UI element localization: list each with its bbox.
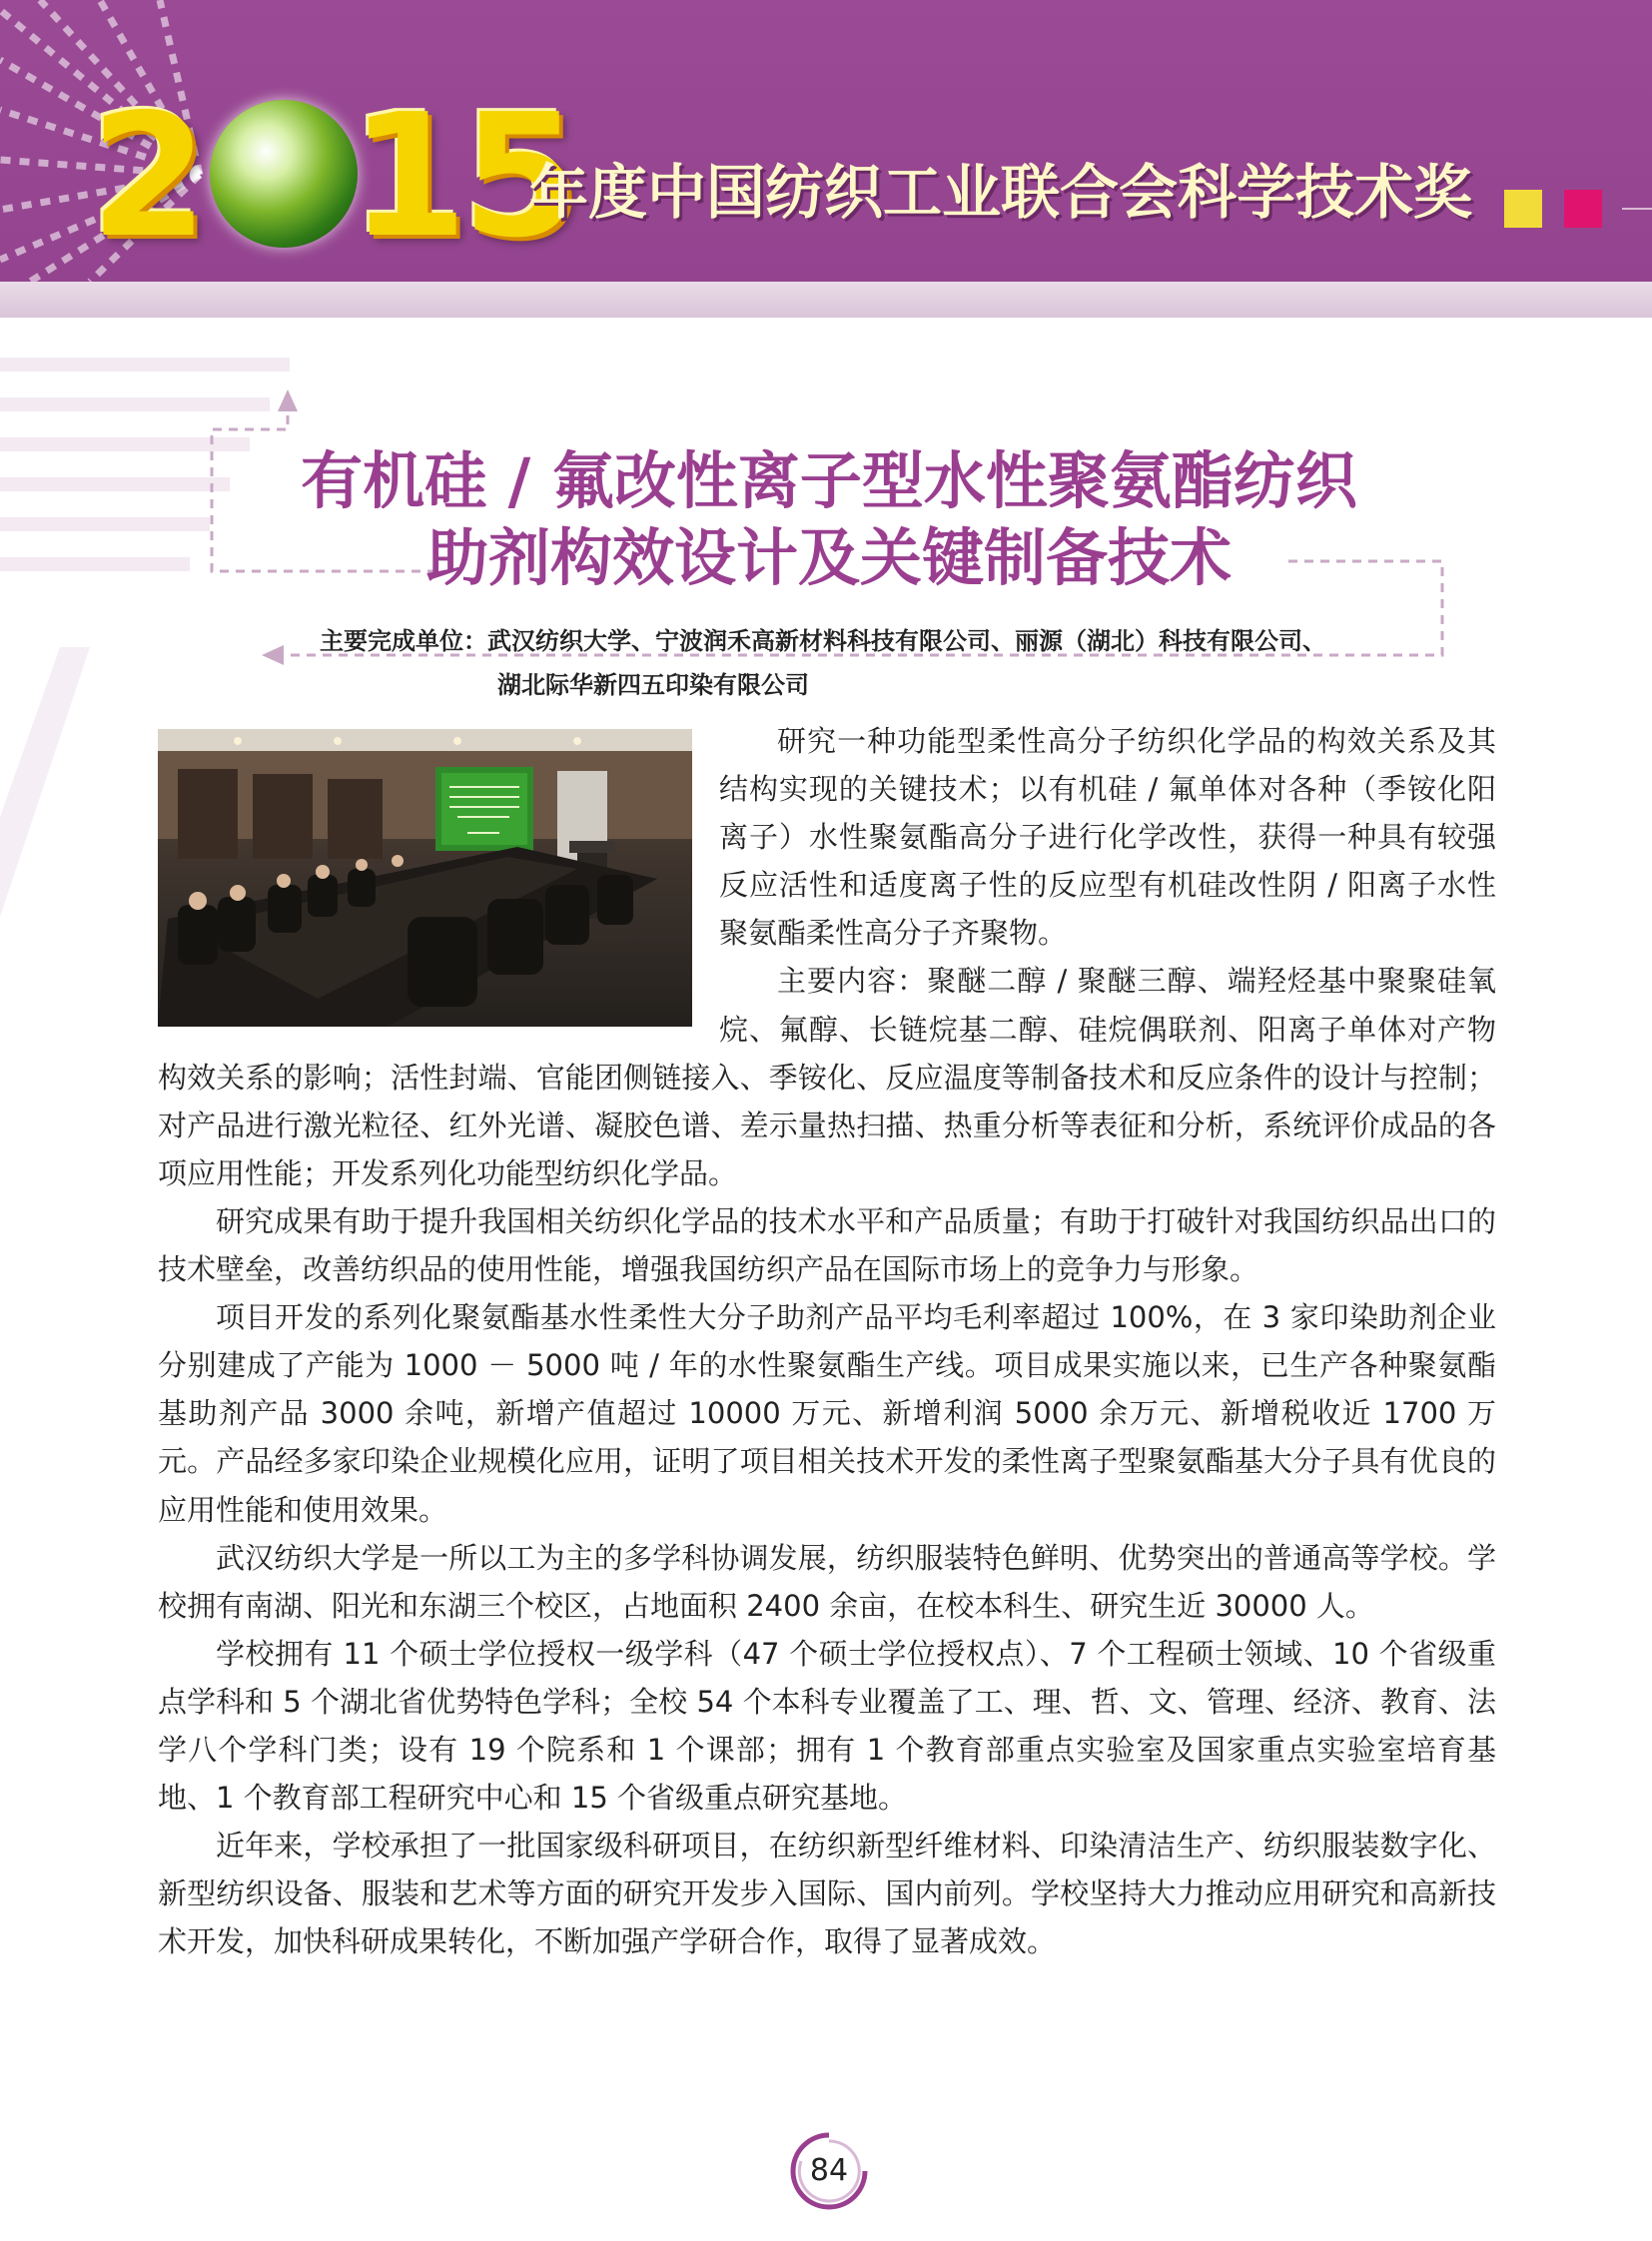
paragraph-1: 研究一种功能型柔性高分子纺织化学品的构效关系及其结构实现的关键技术；以有机硅 / 氟单体对各种（季铵化阳离子）水性聚氨酯高分子进行化学改性，获得一种具有较强反应活性和适度离子性的反应型有机硅改性阴 / 阳离子水性聚氨酯柔性高分子齐聚物。 xyxy=(719,724,1496,951)
article-title-line2: 助剂构效设计及关键制备技术 xyxy=(425,521,1232,594)
paragraph-7: 近年来，学校承担了一批国家级科研项目，在纺织新型纤维材料、印染清洁生产、纺织服装数字化、新型纺织设备、服装和艺术等方面的研究开发步入国际、国内前列。学校坚持大力推动应用研究和高新技术开发，加快科研成果转化，不断加强产学研合作，取得了显著成效。 xyxy=(158,1829,1496,1959)
divider-line xyxy=(1622,208,1652,210)
pink-square-decoration xyxy=(1564,190,1602,228)
units-label: 主要完成单位： xyxy=(320,627,487,655)
units-line1: 武汉纺织大学、宁波润禾高新材料科技有限公司、丽源（湖北）科技有限公司、 xyxy=(487,627,1326,655)
year-digit-2: 2 xyxy=(90,78,203,276)
header-banner xyxy=(0,0,1652,282)
paragraph-6: 学校拥有 11 个硕士学位授权一级学科（47 个硕士学位授权点）、7 个工程硕士领域、10 个省级重点学科和 5 个湖北省优势特色学科；全校 54 个本科专业覆盖了工、理、哲、文、管理、经济、教育、法学八个学科门类；设有 19 个院系和 1 个课部；拥有 1 个教育部重点实验室及国家重点实验室培育基地、1 个教育部工程研究中心和 15 个省级重点研究基地。 xyxy=(158,1636,1496,1816)
paragraph-2: 主要内容：聚醚二醇 / 聚醚三醇、端羟烃基中聚聚硅氧烷、氟醇、长链烷基二醇、硅烷偶联剂、阳离子单体对产物构效关系的影响；活性封端、官能团侧链接入、季铵化、反应温度等制备技术和反应条件的设计与控制；对产品进行激光粒径、红外光谱、凝胶色谱、差示量热扫描、热重分析等表征和分析，系统评价成品的各项应用性能；开发系列化功能型纺织化学品。 xyxy=(158,964,1496,1190)
award-title: 年度中国纺织工业联合会科学技术奖 xyxy=(529,158,1473,227)
units-line2: 湖北际华新四五印染有限公司 xyxy=(497,671,809,699)
globe-icon xyxy=(210,100,358,248)
paragraph-4: 项目开发的系列化聚氨酯基水性柔性大分子助剂产品平均毛利率超过 100%，在 3 家印染助剂企业分别建成了产能为 1000 － 5000 吨 / 年的水性聚氨酯生产线。项目成果实施以来，已生产各种聚氨酯基助剂产品 3000 余吨，新增产值超过 10000 万元、新增利润 5000 余万元、新增税收近 1700 万元。产品经多家印染企业规模化应用，证明了项目相关技术开发的柔性离子型聚氨酯基大分子具有优良的应用性能和使用效果。 xyxy=(158,1300,1496,1527)
photo-spacer xyxy=(158,717,719,1044)
completion-units xyxy=(320,619,1518,707)
paragraph-3: 研究成果有助于提升我国相关纺织化学品的技术水平和产品质量；有助于打破针对我国纺织品出口的技术壁垒，改善纺织品的使用性能，增强我国纺织产品在国际市场上的竞争力与形象。 xyxy=(158,1203,1496,1287)
year-digits-15: 15 xyxy=(350,78,574,276)
article-title-line1: 有机硅 / 氟改性离子型水性聚氨酯纺织 xyxy=(301,444,1357,517)
article-body xyxy=(158,717,1496,1965)
banner-strip xyxy=(0,282,1652,318)
page-number: 84 xyxy=(809,2153,849,2188)
yellow-square-decoration xyxy=(1504,190,1542,228)
paragraph-5: 武汉纺织大学是一所以工为主的多学科协调发展，纺织服装特色鲜明、优势突出的普通高等学校。学校拥有南湖、阳光和东湖三个校区，占地面积 2400 余亩，在校本科生、研究生近 30000 人。 xyxy=(158,1540,1496,1623)
